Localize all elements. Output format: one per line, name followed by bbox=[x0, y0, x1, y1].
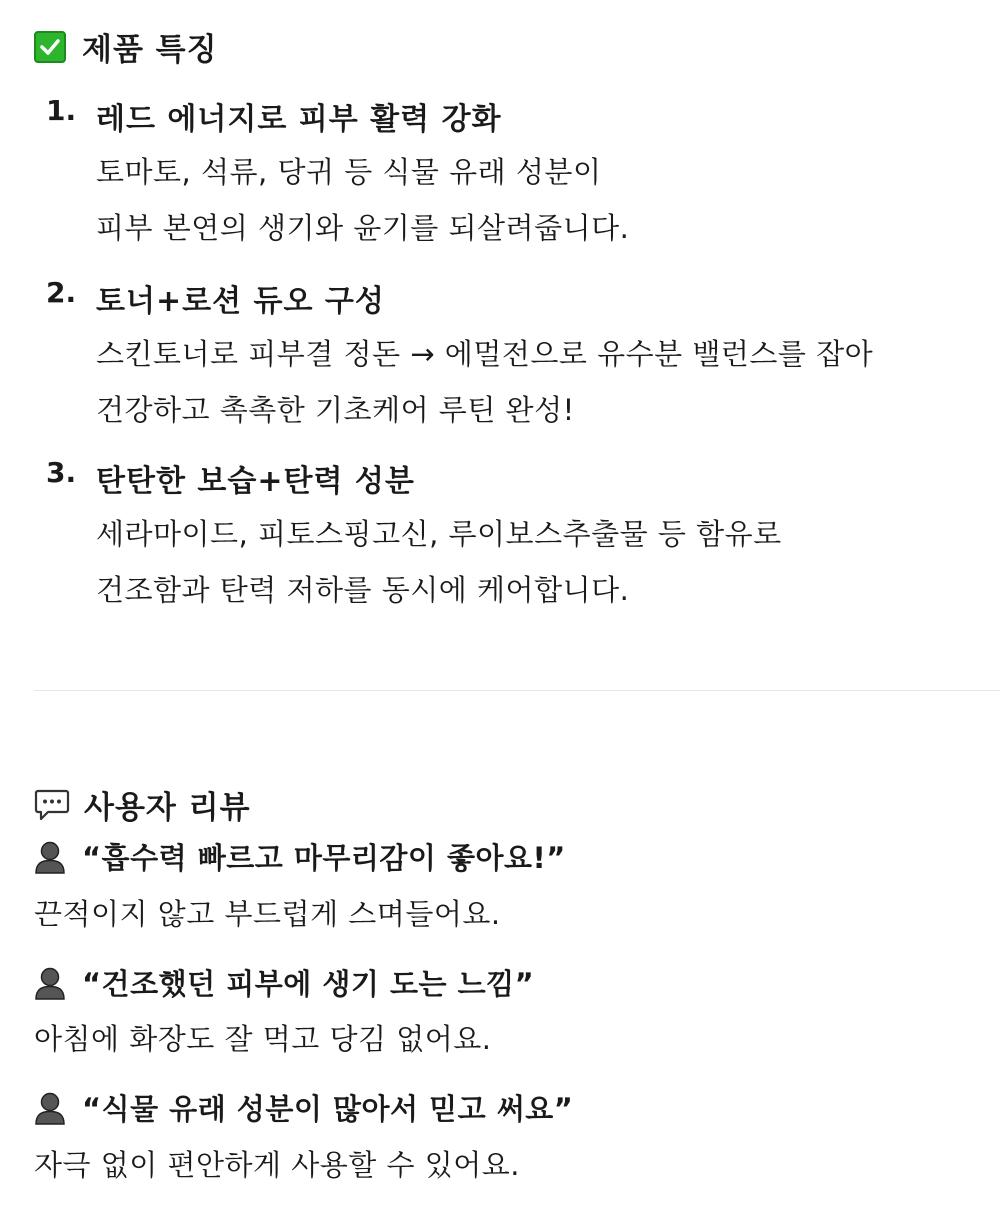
feature-title: 탄탄한 보습+탄력 성분 bbox=[96, 464, 415, 499]
feature-line: 건조함과 탄력 저하를 동시에 케어합니다. bbox=[96, 573, 630, 607]
review-quote: “식물 유래 성분이 많아서 믿고 써요” bbox=[82, 1092, 574, 1126]
speech-bubble-icon bbox=[34, 788, 70, 822]
feature-line: 건강하고 촉촉한 기초케어 루틴 완성! bbox=[96, 393, 575, 427]
feature-line: 피부 본연의 생기와 윤기를 되살려줍니다. bbox=[96, 211, 630, 245]
review-body: 자극 없이 편안하게 사용할 수 있어요. bbox=[34, 1148, 521, 1182]
review-quote: “건조했던 피부에 생기 도는 느낌” bbox=[82, 967, 535, 1001]
review-quote: “흡수력 빠르고 마무리감이 좋아요!” bbox=[82, 841, 566, 875]
user-icon bbox=[34, 1091, 66, 1125]
section-divider bbox=[34, 690, 1000, 691]
reviews-heading-text: 사용자 리뷰 bbox=[84, 790, 251, 826]
check-icon bbox=[34, 31, 66, 63]
feature-line: 스킨토너로 피부결 정돈 → 에멀전으로 유수분 밸런스를 잡아 bbox=[96, 337, 874, 371]
feature-line: 토마토, 석류, 당귀 등 식물 유래 성분이 bbox=[96, 155, 602, 189]
user-icon bbox=[34, 966, 66, 1000]
review-body: 끈적이지 않고 부드럽게 스며들어요. bbox=[34, 897, 501, 931]
feature-number: 2. bbox=[46, 276, 77, 309]
feature-line: 세라마이드, 피토스핑고신, 루이보스추출물 등 함유로 bbox=[96, 517, 782, 551]
feature-title: 토너+로션 듀오 구성 bbox=[96, 284, 385, 319]
feature-number: 1. bbox=[46, 94, 77, 127]
review-quote-row bbox=[34, 962, 534, 1003]
features-heading bbox=[34, 24, 218, 69]
user-icon bbox=[34, 840, 66, 874]
feature-number: 3. bbox=[46, 456, 77, 489]
review-body: 아침에 화장도 잘 먹고 당김 없어요. bbox=[34, 1022, 492, 1056]
features-heading-text: 제품 특징 bbox=[82, 32, 218, 68]
review-quote-row bbox=[34, 1087, 573, 1128]
feature-title: 레드 에너지로 피부 활력 강화 bbox=[96, 102, 502, 137]
review-quote-row bbox=[34, 836, 566, 877]
reviews-heading bbox=[34, 782, 251, 827]
